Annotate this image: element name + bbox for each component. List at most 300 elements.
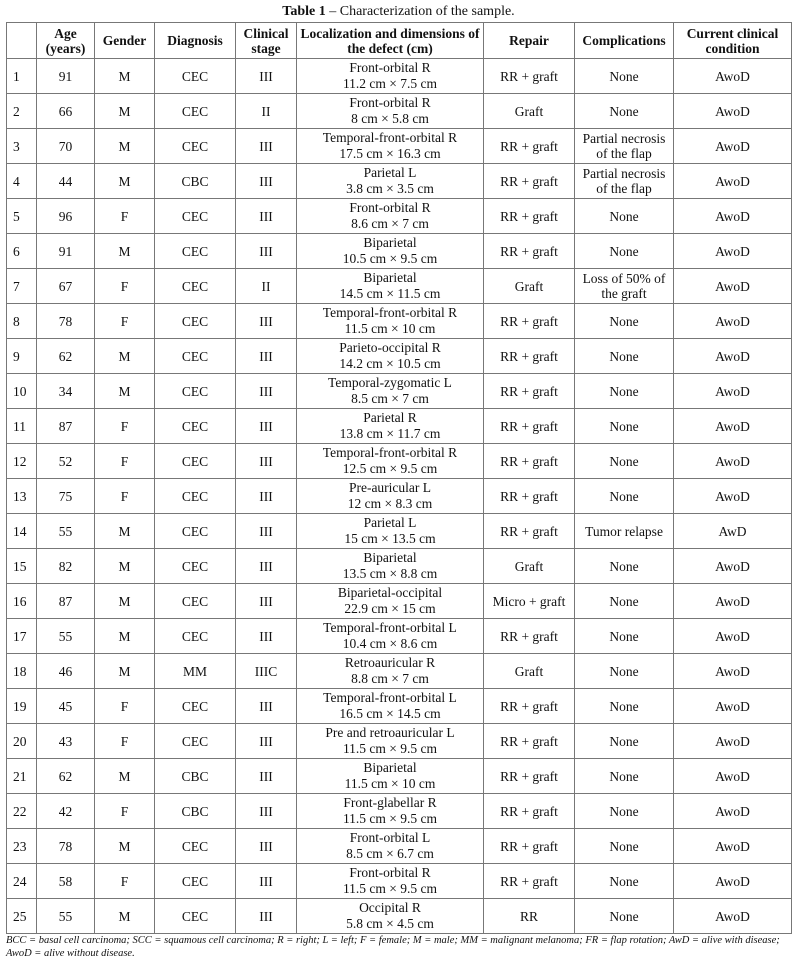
table-row [7, 724, 792, 759]
cell-localization [297, 689, 484, 724]
cell-gender: M [95, 829, 155, 864]
cell-index: 23 [7, 829, 37, 864]
cell-complications: None [575, 409, 674, 444]
cell-current-condition: AwoD [674, 479, 792, 514]
cell-localization [297, 164, 484, 199]
cell-gender: F [95, 689, 155, 724]
cell-clinical-stage: III [236, 759, 297, 794]
localization-site: Temporal-front-orbital R [322, 305, 458, 320]
cell-current-condition: AwoD [674, 619, 792, 654]
table-row [7, 59, 792, 94]
cell-diagnosis: CEC [155, 269, 236, 304]
cell-clinical-stage: III [236, 829, 297, 864]
cell-age: 96 [37, 199, 95, 234]
table-row [7, 199, 792, 234]
cell-diagnosis: CEC [155, 724, 236, 759]
defect-dimensions: 8 cm × 5.8 cm [351, 111, 429, 126]
localization-site: Parietal L [363, 165, 417, 180]
table-row [7, 339, 792, 374]
cell-gender: M [95, 94, 155, 129]
defect-dimensions: 11.5 cm × 9.5 cm [342, 881, 438, 896]
localization-site: Front-glabellar R [343, 795, 437, 810]
cell-index: 21 [7, 759, 37, 794]
cell-age: 78 [37, 829, 95, 864]
cell-clinical-stage: III [236, 234, 297, 269]
header-index [7, 23, 37, 59]
cell-current-condition: AwoD [674, 689, 792, 724]
cell-localization [297, 549, 484, 584]
localization-site: Front-orbital R [349, 95, 431, 110]
cell-age: 34 [37, 374, 95, 409]
table-row [7, 444, 792, 479]
table-row [7, 689, 792, 724]
cell-age: 44 [37, 164, 95, 199]
cell-complications: None [575, 234, 674, 269]
cell-age: 55 [37, 514, 95, 549]
cell-clinical-stage: III [236, 129, 297, 164]
cell-index: 20 [7, 724, 37, 759]
header-clinical-stage: Clinical stage [236, 23, 297, 59]
cell-complications: None [575, 689, 674, 724]
localization-site: Pre and retroauricular L [325, 725, 455, 740]
defect-dimensions: 8.6 cm × 7 cm [351, 216, 429, 231]
defect-dimensions: 8.5 cm × 7 cm [351, 391, 429, 406]
defect-dimensions: 10.5 cm × 9.5 cm [342, 251, 438, 266]
localization-site: Retroauricular R [344, 655, 436, 670]
cell-gender: F [95, 724, 155, 759]
cell-repair: RR + graft [484, 829, 575, 864]
cell-diagnosis: CEC [155, 864, 236, 899]
cell-clinical-stage: III [236, 794, 297, 829]
defect-dimensions: 11.5 cm × 10 cm [344, 321, 436, 336]
table-row [7, 864, 792, 899]
table-caption-label: Table 1 [282, 4, 326, 19]
cell-clinical-stage: III [236, 59, 297, 94]
cell-diagnosis: CEC [155, 584, 236, 619]
cell-diagnosis: CEC [155, 619, 236, 654]
cell-current-condition: AwoD [674, 759, 792, 794]
table-row [7, 234, 792, 269]
cell-repair: RR + graft [484, 619, 575, 654]
cell-index: 8 [7, 304, 37, 339]
cell-index: 1 [7, 59, 37, 94]
table-row [7, 514, 792, 549]
cell-current-condition: AwoD [674, 94, 792, 129]
cell-diagnosis: CEC [155, 129, 236, 164]
table-row [7, 654, 792, 689]
cell-complications: None [575, 304, 674, 339]
cell-current-condition: AwoD [674, 164, 792, 199]
cell-repair: RR + graft [484, 339, 575, 374]
cell-current-condition: AwoD [674, 654, 792, 689]
cell-gender: M [95, 584, 155, 619]
cell-complications: Tumor relapse [575, 514, 674, 549]
table-row [7, 304, 792, 339]
cell-current-condition: AwoD [674, 304, 792, 339]
header-repair: Repair [484, 23, 575, 59]
cell-repair: RR + graft [484, 59, 575, 94]
cell-localization [297, 199, 484, 234]
cell-current-condition: AwoD [674, 199, 792, 234]
cell-current-condition: AwoD [674, 864, 792, 899]
cell-repair: RR + graft [484, 794, 575, 829]
cell-localization [297, 759, 484, 794]
cell-diagnosis: CEC [155, 514, 236, 549]
table-row [7, 479, 792, 514]
cell-complications: None [575, 584, 674, 619]
cell-repair: RR + graft [484, 759, 575, 794]
defect-dimensions: 14.5 cm × 11.5 cm [339, 286, 441, 301]
cell-index: 15 [7, 549, 37, 584]
cell-age: 70 [37, 129, 95, 164]
cell-index: 13 [7, 479, 37, 514]
cell-gender: F [95, 304, 155, 339]
cell-localization [297, 829, 484, 864]
cell-diagnosis: CEC [155, 899, 236, 934]
cell-complications: None [575, 479, 674, 514]
table-row [7, 129, 792, 164]
cell-current-condition: AwoD [674, 269, 792, 304]
cell-index: 12 [7, 444, 37, 479]
table-row [7, 794, 792, 829]
table-row [7, 549, 792, 584]
cell-localization [297, 619, 484, 654]
cell-current-condition: AwoD [674, 409, 792, 444]
cell-index: 24 [7, 864, 37, 899]
cell-gender: M [95, 234, 155, 269]
defect-dimensions: 11.2 cm × 7.5 cm [342, 76, 438, 91]
localization-site: Biparietal [363, 550, 417, 565]
table-caption [0, 4, 797, 20]
cell-current-condition: AwoD [674, 829, 792, 864]
cell-localization [297, 654, 484, 689]
cell-diagnosis: CEC [155, 199, 236, 234]
cell-index: 3 [7, 129, 37, 164]
cell-repair: Graft [484, 94, 575, 129]
cell-repair: Graft [484, 549, 575, 584]
defect-dimensions: 14.2 cm × 10.5 cm [339, 356, 441, 371]
cell-clinical-stage: III [236, 199, 297, 234]
cell-clinical-stage: II [236, 94, 297, 129]
localization-site: Temporal-front-orbital L [323, 690, 457, 705]
table-row [7, 409, 792, 444]
cell-clinical-stage: III [236, 864, 297, 899]
cell-localization [297, 444, 484, 479]
defect-dimensions: 22.9 cm × 15 cm [344, 601, 436, 616]
defect-dimensions: 13.8 cm × 11.7 cm [339, 426, 441, 441]
cell-repair: RR + graft [484, 304, 575, 339]
cell-current-condition: AwoD [674, 549, 792, 584]
defect-dimensions: 8.5 cm × 6.7 cm [346, 846, 434, 861]
cell-current-condition: AwoD [674, 899, 792, 934]
defect-dimensions: 15 cm × 13.5 cm [344, 531, 436, 546]
cell-gender: F [95, 479, 155, 514]
localization-site: Front-orbital R [349, 865, 431, 880]
localization-site: Temporal-front-orbital R [322, 445, 458, 460]
cell-current-condition: AwoD [674, 724, 792, 759]
cell-gender: F [95, 199, 155, 234]
header-gender: Gender [95, 23, 155, 59]
cell-gender: M [95, 619, 155, 654]
cell-current-condition: AwoD [674, 584, 792, 619]
cell-current-condition: AwoD [674, 59, 792, 94]
cell-localization [297, 304, 484, 339]
cell-localization [297, 864, 484, 899]
cell-repair: RR + graft [484, 479, 575, 514]
cell-gender: F [95, 444, 155, 479]
cell-repair: RR + graft [484, 864, 575, 899]
cell-gender: M [95, 374, 155, 409]
defect-dimensions: 10.4 cm × 8.6 cm [342, 636, 438, 651]
cell-age: 62 [37, 759, 95, 794]
cell-diagnosis: CBC [155, 759, 236, 794]
cell-age: 87 [37, 584, 95, 619]
cell-repair: Graft [484, 269, 575, 304]
cell-age: 67 [37, 269, 95, 304]
defect-dimensions: 8.8 cm × 7 cm [351, 671, 429, 686]
table-body [7, 59, 792, 934]
localization-site: Biparietal [363, 270, 417, 285]
defect-dimensions: 17.5 cm × 16.3 cm [339, 146, 441, 161]
defect-dimensions: 5.8 cm × 4.5 cm [346, 916, 434, 931]
cell-gender: M [95, 654, 155, 689]
cell-index: 5 [7, 199, 37, 234]
cell-age: 62 [37, 339, 95, 374]
table-row [7, 619, 792, 654]
cell-repair: RR + graft [484, 689, 575, 724]
cell-index: 9 [7, 339, 37, 374]
cell-current-condition: AwoD [674, 374, 792, 409]
cell-localization [297, 514, 484, 549]
cell-complications: None [575, 94, 674, 129]
cell-current-condition: AwoD [674, 794, 792, 829]
header-age: Age (years) [37, 23, 95, 59]
cell-current-condition: AwoD [674, 444, 792, 479]
cell-age: 52 [37, 444, 95, 479]
cell-age: 55 [37, 619, 95, 654]
cell-gender: M [95, 514, 155, 549]
cell-diagnosis: CEC [155, 479, 236, 514]
cell-repair: RR [484, 899, 575, 934]
cell-complications: None [575, 864, 674, 899]
cell-age: 46 [37, 654, 95, 689]
cell-index: 14 [7, 514, 37, 549]
localization-site: Temporal-front-orbital L [323, 620, 457, 635]
cell-complications: None [575, 794, 674, 829]
cell-complications: None [575, 59, 674, 94]
cell-age: 75 [37, 479, 95, 514]
cell-clinical-stage: III [236, 724, 297, 759]
cell-clinical-stage: III [236, 689, 297, 724]
cell-current-condition: AwoD [674, 129, 792, 164]
cell-age: 55 [37, 899, 95, 934]
cell-complications: None [575, 724, 674, 759]
defect-dimensions: 12.5 cm × 9.5 cm [342, 461, 438, 476]
table-legend: BCC = basal cell carcinoma; SCC = squamous cell carcinoma; R = right; L = left; F = female; M = male; MM = malignant melanoma; FR = flap rotation; AwD = alive with disease; AwoD = alive without disease. [6, 935, 780, 959]
cell-index: 10 [7, 374, 37, 409]
cell-localization [297, 129, 484, 164]
table-caption-text: – Characterization of the sample. [325, 4, 515, 19]
cell-localization [297, 794, 484, 829]
cell-repair: RR + graft [484, 374, 575, 409]
cell-diagnosis: CEC [155, 304, 236, 339]
cell-complications: None [575, 199, 674, 234]
defect-dimensions: 13.5 cm × 8.8 cm [342, 566, 438, 581]
cell-age: 82 [37, 549, 95, 584]
table-row [7, 164, 792, 199]
cell-gender: M [95, 899, 155, 934]
cell-diagnosis: CEC [155, 374, 236, 409]
cell-localization [297, 409, 484, 444]
table-row [7, 94, 792, 129]
cell-repair: Graft [484, 654, 575, 689]
cell-clinical-stage: II [236, 269, 297, 304]
localization-site: Biparietal-occipital [337, 585, 443, 600]
cell-clinical-stage: III [236, 339, 297, 374]
cell-repair: RR + graft [484, 234, 575, 269]
cell-diagnosis: CEC [155, 339, 236, 374]
cell-clinical-stage: III [236, 374, 297, 409]
cell-clinical-stage: III [236, 444, 297, 479]
cell-clinical-stage: III [236, 479, 297, 514]
sample-characterization-table [6, 22, 792, 934]
cell-gender: F [95, 269, 155, 304]
cell-age: 45 [37, 689, 95, 724]
cell-diagnosis: CEC [155, 94, 236, 129]
cell-age: 42 [37, 794, 95, 829]
cell-index: 4 [7, 164, 37, 199]
cell-localization [297, 59, 484, 94]
cell-age: 66 [37, 94, 95, 129]
cell-complications: None [575, 899, 674, 934]
cell-diagnosis: CEC [155, 829, 236, 864]
cell-clinical-stage: III [236, 164, 297, 199]
cell-gender: F [95, 794, 155, 829]
cell-localization [297, 374, 484, 409]
cell-gender: M [95, 164, 155, 199]
table-row [7, 759, 792, 794]
defect-dimensions: 16.5 cm × 14.5 cm [339, 706, 441, 721]
header-complications: Complications [575, 23, 674, 59]
cell-complications: None [575, 654, 674, 689]
cell-localization [297, 234, 484, 269]
cell-index: 11 [7, 409, 37, 444]
cell-gender: M [95, 549, 155, 584]
localization-site: Biparietal [363, 760, 417, 775]
defect-dimensions: 3.8 cm × 3.5 cm [346, 181, 434, 196]
cell-repair: RR + graft [484, 444, 575, 479]
table-header-row [7, 23, 792, 59]
cell-repair: RR + graft [484, 409, 575, 444]
localization-site: Front-orbital L [349, 830, 431, 845]
localization-site: Front-orbital R [349, 200, 431, 215]
table-row [7, 829, 792, 864]
cell-diagnosis: CEC [155, 444, 236, 479]
cell-age: 91 [37, 234, 95, 269]
localization-site: Biparietal [363, 235, 417, 250]
cell-complications: None [575, 549, 674, 584]
cell-index: 22 [7, 794, 37, 829]
cell-complications: None [575, 619, 674, 654]
table-row [7, 269, 792, 304]
cell-complications: None [575, 829, 674, 864]
cell-diagnosis: CEC [155, 409, 236, 444]
defect-dimensions: 11.5 cm × 9.5 cm [342, 811, 438, 826]
cell-index: 17 [7, 619, 37, 654]
localization-site: Parietal R [363, 410, 417, 425]
table-row [7, 374, 792, 409]
cell-localization [297, 479, 484, 514]
cell-diagnosis: CEC [155, 689, 236, 724]
cell-clinical-stage: III [236, 619, 297, 654]
cell-complications: Loss of 50% of the graft [575, 269, 674, 304]
cell-complications: Partial necrosis of the flap [575, 129, 674, 164]
cell-clinical-stage: III [236, 549, 297, 584]
cell-localization [297, 899, 484, 934]
header-localization: Localization and dimensions of the defect (cm) [297, 23, 484, 59]
cell-repair: RR + graft [484, 164, 575, 199]
localization-site: Parietal L [363, 515, 417, 530]
cell-repair: RR + graft [484, 199, 575, 234]
cell-index: 2 [7, 94, 37, 129]
cell-localization [297, 339, 484, 374]
header-current-condition: Current clinical condition [674, 23, 792, 59]
localization-site: Front-orbital R [349, 60, 431, 75]
table-row [7, 899, 792, 934]
cell-diagnosis: CEC [155, 234, 236, 269]
cell-clinical-stage: III [236, 409, 297, 444]
cell-current-condition: AwoD [674, 234, 792, 269]
cell-diagnosis: CBC [155, 164, 236, 199]
cell-current-condition: AwD [674, 514, 792, 549]
cell-index: 19 [7, 689, 37, 724]
cell-repair: RR + graft [484, 724, 575, 759]
cell-gender: M [95, 59, 155, 94]
cell-diagnosis: MM [155, 654, 236, 689]
cell-gender: F [95, 864, 155, 899]
localization-site: Temporal-front-orbital R [322, 130, 458, 145]
localization-site: Pre-auricular L [348, 480, 432, 495]
cell-repair: RR + graft [484, 129, 575, 164]
defect-dimensions: 11.5 cm × 10 cm [344, 776, 436, 791]
defect-dimensions: 11.5 cm × 9.5 cm [342, 741, 438, 756]
cell-age: 78 [37, 304, 95, 339]
cell-clinical-stage: III [236, 584, 297, 619]
cell-index: 6 [7, 234, 37, 269]
cell-repair: RR + graft [484, 514, 575, 549]
table-row [7, 584, 792, 619]
cell-diagnosis: CBC [155, 794, 236, 829]
cell-index: 7 [7, 269, 37, 304]
cell-gender: M [95, 129, 155, 164]
cell-diagnosis: CEC [155, 549, 236, 584]
cell-localization [297, 269, 484, 304]
cell-clinical-stage: III [236, 304, 297, 339]
cell-complications: None [575, 374, 674, 409]
cell-age: 91 [37, 59, 95, 94]
cell-repair: Micro + graft [484, 584, 575, 619]
cell-index: 16 [7, 584, 37, 619]
cell-clinical-stage: IIIC [236, 654, 297, 689]
cell-gender: F [95, 409, 155, 444]
cell-age: 58 [37, 864, 95, 899]
cell-clinical-stage: III [236, 514, 297, 549]
cell-age: 43 [37, 724, 95, 759]
cell-localization [297, 724, 484, 759]
cell-age: 87 [37, 409, 95, 444]
cell-localization [297, 94, 484, 129]
localization-site: Occipital R [359, 900, 421, 915]
